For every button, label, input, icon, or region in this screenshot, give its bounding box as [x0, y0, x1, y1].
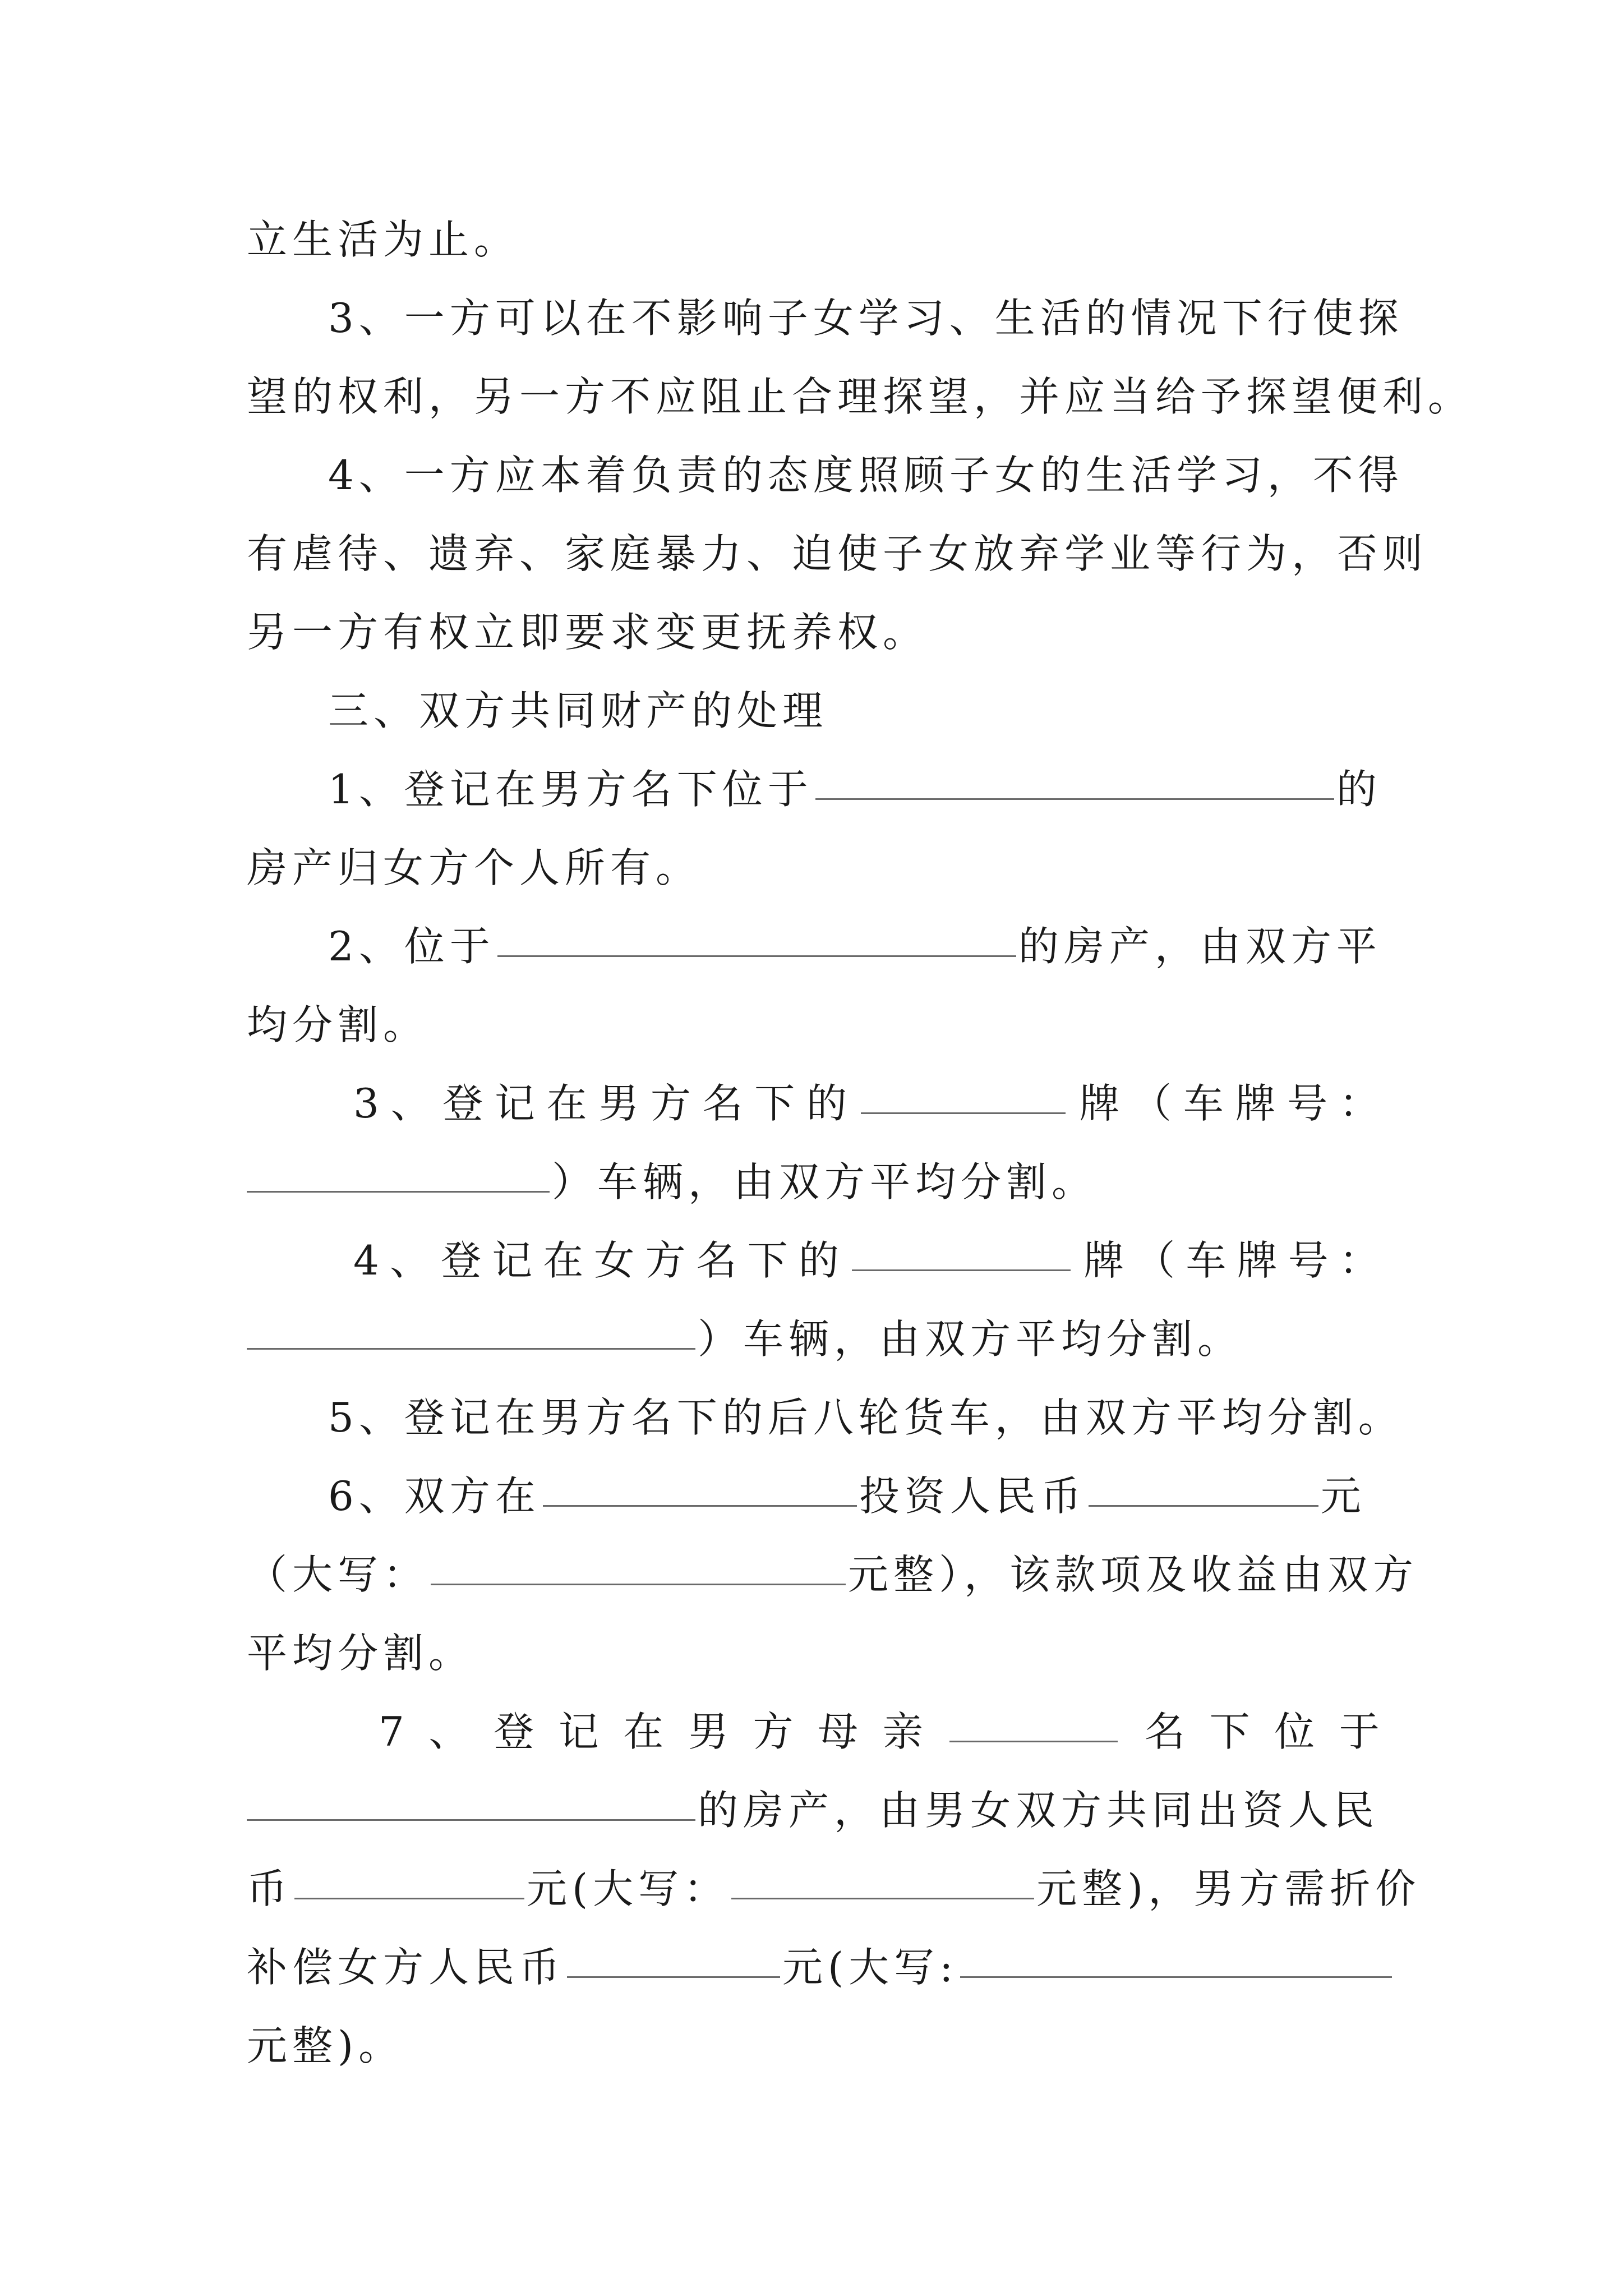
fill-blank-mother-name[interactable] — [949, 1692, 1118, 1742]
char: 、 — [389, 1237, 430, 1284]
fill-blank-amount-words[interactable] — [431, 1535, 846, 1585]
char: 在 — [623, 1708, 664, 1755]
char: 记 — [492, 1237, 533, 1284]
fill-blank-location[interactable] — [815, 750, 1334, 800]
paragraph-line: 房产归女方个人所有。 — [247, 844, 702, 891]
fill-blank-brand[interactable] — [852, 1221, 1071, 1271]
item-4-cont-text: ）车辆，由双方平均分割。 — [698, 1315, 1243, 1363]
item-7-line-3 — [247, 1849, 1421, 1928]
char: 记 — [494, 1080, 535, 1127]
fill-blank-amount-words[interactable] — [731, 1849, 1034, 1899]
item-6-suffix: 元 — [1320, 1473, 1366, 1520]
item-7-line4-text: 补偿女方人民币 — [247, 1944, 565, 1991]
char: 女 — [594, 1237, 635, 1284]
item-7-line3-text: 币 — [247, 1865, 293, 1912]
item-4-cont-line — [247, 1300, 1380, 1378]
item-1-line — [328, 750, 1380, 829]
paragraph-line: 4、一方应本着负责的态度照顾子女的生活学习，不得 — [328, 452, 1404, 499]
char: 名 — [696, 1237, 737, 1284]
paragraph-line: 元整)。 — [247, 2022, 404, 2069]
item-2-line — [328, 907, 1380, 986]
char: 牌 — [1235, 1080, 1276, 1127]
char: 3 — [353, 1080, 379, 1127]
char: 的 — [798, 1237, 839, 1284]
fill-blank-brand[interactable] — [861, 1064, 1066, 1114]
char: 登 — [441, 1237, 482, 1284]
item-6-mid: 投资人民币 — [859, 1473, 1086, 1520]
char: 牌 — [1083, 1237, 1124, 1284]
paragraph-line: 有虐待、遗弃、家庭暴力、迫使子女放弃学业等行为，否则 — [247, 530, 1428, 577]
paragraph-line: 望的权利，另一方不应阻止合理探望，并应当给予探望便利。 — [247, 373, 1474, 420]
item-4-line — [353, 1221, 1380, 1300]
char: 名 — [1145, 1708, 1186, 1755]
item-7-line-2 — [247, 1771, 1380, 1849]
char: ： — [1339, 1237, 1380, 1284]
char: 于 — [1339, 1708, 1380, 1755]
fill-blank-plate-number[interactable] — [247, 1143, 550, 1193]
char: 车 — [1186, 1237, 1227, 1284]
section-heading: 三、双方共同财产的处理 — [328, 687, 828, 734]
item-6-line — [328, 1457, 1380, 1535]
fill-blank-amount[interactable] — [294, 1849, 524, 1899]
char: 车 — [1183, 1080, 1224, 1127]
char: 亲 — [882, 1708, 923, 1755]
char: 方 — [645, 1237, 686, 1284]
fill-blank-amount[interactable] — [567, 1928, 780, 1978]
item-6-line2-suffix: 元整），该款项及收益由双方 — [848, 1551, 1419, 1598]
item-7-line — [379, 1692, 1380, 1771]
char: 母 — [818, 1708, 859, 1755]
paragraph-line: 立生活为止。 — [247, 216, 520, 263]
char: ： — [1339, 1080, 1380, 1127]
paragraph-line: 平均分割。 — [247, 1630, 474, 1677]
item-6-line-2 — [247, 1535, 1419, 1614]
fill-blank-amount-words[interactable] — [960, 1928, 1392, 1978]
char: （ — [1135, 1237, 1175, 1284]
char: 登 — [494, 1708, 534, 1755]
char: 下 — [1209, 1708, 1250, 1755]
paragraph-line: 另一方有权立即要求变更抚养权。 — [247, 609, 929, 656]
char: 、 — [390, 1080, 431, 1127]
item-7-line2-text: 的房产，由男女双方共同出资人民 — [698, 1787, 1380, 1834]
char: 下 — [754, 1080, 795, 1127]
fill-blank-plate-number[interactable] — [247, 1300, 695, 1350]
char: 登 — [442, 1080, 483, 1127]
fill-blank-investment-target[interactable] — [543, 1457, 857, 1507]
char: 男 — [688, 1708, 728, 1755]
paragraph-line: 3、一方可以在不影响子女学习、生活的情况下行使探 — [328, 295, 1404, 342]
char: 方 — [650, 1080, 691, 1127]
char: 方 — [753, 1708, 794, 1755]
item-7-line-4 — [247, 1928, 1380, 2007]
char: 男 — [598, 1080, 639, 1127]
item-7-line4-mid: 元(大写: — [782, 1944, 958, 1991]
char: 号 — [1288, 1237, 1329, 1284]
item-1-text: 1、登记在男方名下位于 — [328, 766, 813, 813]
char: 在 — [546, 1080, 587, 1127]
char: 号 — [1287, 1080, 1328, 1127]
item-2-suffix: 的房产，由双方平 — [1018, 923, 1382, 970]
fill-blank-location[interactable] — [247, 1771, 695, 1821]
paragraph-line: 5、登记在男方名下的后八轮货车，由双方平均分割。 — [328, 1394, 1404, 1441]
paragraph-line: 均分割。 — [247, 1001, 429, 1048]
fill-blank-location[interactable] — [497, 907, 1016, 957]
char: 在 — [543, 1237, 584, 1284]
char: 、 — [428, 1708, 469, 1755]
char: 位 — [1274, 1708, 1315, 1755]
item-6-line2-text: （大写： — [247, 1551, 429, 1598]
fill-blank-amount[interactable] — [1089, 1457, 1318, 1507]
char: 7 — [379, 1708, 404, 1755]
item-3-cont-text: ）车辆，由双方平均分割。 — [552, 1158, 1098, 1205]
char: 的 — [806, 1080, 847, 1127]
char: 牌 — [1079, 1080, 1120, 1127]
item-6-text: 6、双方在 — [328, 1473, 541, 1520]
char: 下 — [747, 1237, 788, 1284]
char: 名 — [702, 1080, 743, 1127]
item-1-suffix: 的 — [1336, 766, 1382, 813]
item-3-line — [353, 1064, 1380, 1143]
char: 4 — [353, 1237, 379, 1284]
char: （ — [1131, 1080, 1172, 1127]
char: 牌 — [1237, 1237, 1278, 1284]
item-2-text: 2、位于 — [328, 923, 495, 970]
item-7-line3-mid: 元(大写： — [527, 1865, 730, 1912]
item-3-cont-line — [247, 1143, 1380, 1221]
item-7-line3-suffix: 元整)，男方需折价 — [1036, 1865, 1421, 1912]
char: 记 — [558, 1708, 599, 1755]
